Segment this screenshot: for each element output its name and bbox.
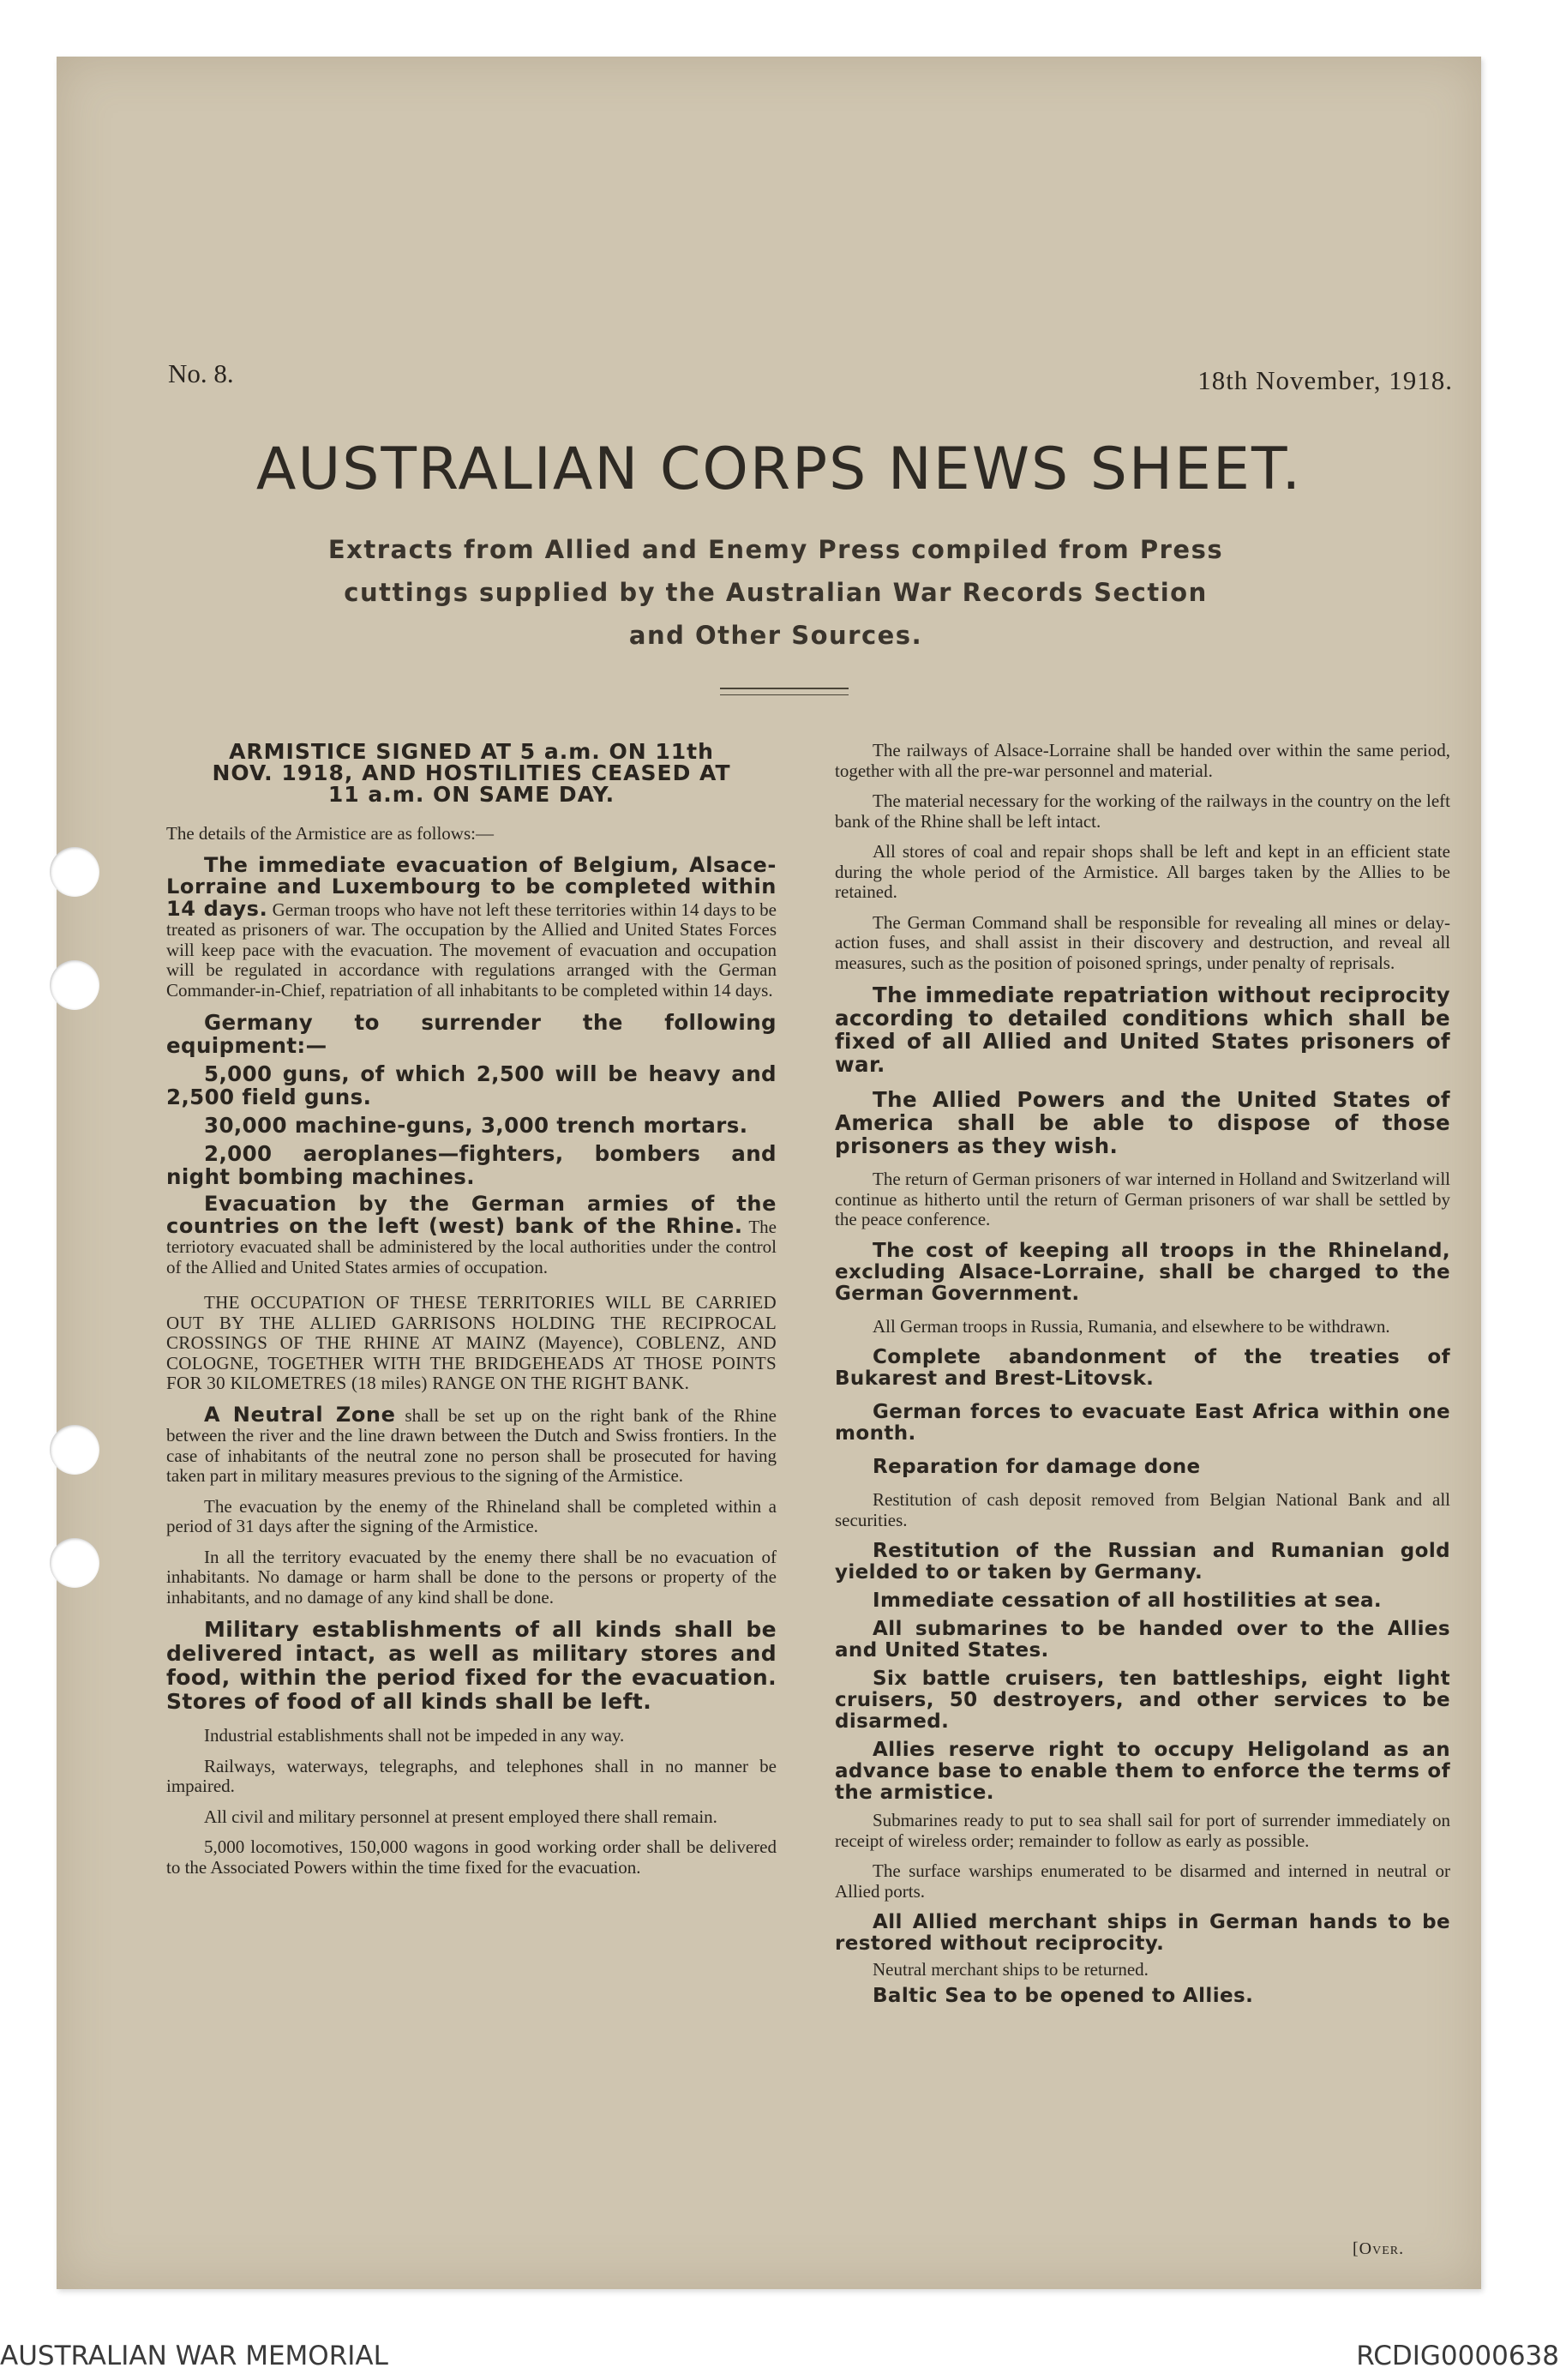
personnel-paragraph: All civil and military personnel at present employed there shall remain. — [204, 1806, 717, 1827]
locomotives-paragraph: 5,000 locomotives, 150,000 wagons in good working order shall be delivered to the Associated Powers within the time fixed for the evacuation. — [166, 1836, 777, 1878]
divider-rule — [720, 688, 849, 689]
sail-paragraph: Submarines ready to put to sea shall sail for port of surrender immediately on receipt of wireless order; remainder to follow as early as possible. — [835, 1810, 1450, 1851]
headline-line: NOV. 1918, AND HOSTILITIES CEASED AT — [212, 760, 731, 785]
surface-warships-paragraph: The surface warships enumerated to be disarmed and interned in neutral or Allied ports. — [835, 1860, 1450, 1902]
territory-paragraph: In all the territory evacuated by the enemy there shall be no evacuation of inhabitants. No damage or harm shall be done to the persons or property of the inhabitants, and no damage of any kind shall be done. — [166, 1546, 777, 1608]
rhine-text: The terriotory evacuated shall be administered by the local authorities under the control of the Allied and United States armies of occupation. — [166, 1216, 777, 1277]
cash-paragraph: Restitution of cash deposit removed from Belgian National Bank and all securities. — [835, 1489, 1450, 1530]
armistice-headline — [166, 741, 777, 805]
neutral-zone-text: shall be set up on the right bank of the Rhine between the river and the line drawn between the Dutch and Swiss frontiers. In the case of inhabitants of the neutral zone no person shall be prosecuted for having taken part in military measures previous to the signing of the Armistice. — [166, 1404, 777, 1486]
neutral-ships-paragraph: Neutral merchant ships to be returned. — [873, 1959, 1149, 1980]
east-africa-paragraph: German forces to evacuate East Africa within one month. — [835, 1401, 1450, 1445]
left-column — [166, 741, 777, 1888]
intro-paragraph: The details of the Armistice are as follows:— — [166, 823, 494, 844]
merchant-ships-paragraph: All Allied merchant ships in German hands to be restored without reciprocity. — [835, 1911, 1450, 1955]
over-note: [Over. — [1353, 2239, 1405, 2258]
allied-powers-paragraph: The Allied Powers and the United States of America shall be able to dispose of those prisoners as they wish. — [835, 1087, 1450, 1158]
russia-paragraph: All German troops in Russia, Rumania, and elsewhere to be withdrawn. — [873, 1315, 1390, 1337]
machine-guns-item: 30,000 machine-guns, 3,000 trench mortars. — [204, 1113, 748, 1138]
evacuation-bold: The immediate evacuation of Belgium, Alsace-Lorraine and Luxembourg to be completed within 14 days. — [166, 852, 777, 921]
neutral-zone-bold: A Neutral Zone — [204, 1402, 396, 1427]
gold-paragraph: Restitution of the Russian and Rumanian gold yielded to or taken by Germany. — [835, 1540, 1450, 1584]
heligoland-paragraph: Allies reserve right to occupy Heligoland as an advance base to enable them to enforce the terms of the armistice. — [835, 1739, 1450, 1804]
subtitle-line: Extracts from Allied and Enemy Press compiled from Press — [327, 535, 1224, 564]
issue-number: No. 8. — [168, 358, 234, 388]
subtitle-line: and Other Sources. — [628, 621, 923, 650]
masthead-subtitle — [240, 528, 1311, 657]
repatriation-paragraph: The immediate repatriation without reciprocity according to detailed conditions which shall be fixed of all Allied and United States prisoners of war. — [835, 983, 1450, 1077]
evacuation-text: German troops who have not left these territories within 14 days to be treated as prisoners of war. The occupation by the Allied and United States Forces will keep pace with the evacuation. The movement of evacuation and occupation will be regulated in accordance with regulations arranged with the German Commander-in-Chief, repatriation of all inhabitants to be completed within 14 days. — [166, 899, 777, 1001]
submarines-paragraph: All submarines to be handed over to the Allies and United States. — [835, 1618, 1450, 1662]
alsace-railways-paragraph: The railways of Alsace-Lorraine shall be handed over within the same period, together with all the pre-war personnel and material. — [835, 740, 1450, 781]
material-paragraph: The material necessary for the working of the railways in the country on the left bank of the Rhine shall be left intact. — [835, 790, 1450, 832]
footer-record-id: RCDIG0000638 — [1356, 2341, 1559, 2371]
rhine-bold: Evacuation by the German armies of the countries on the left (west) bank of the Rhine. — [166, 1192, 777, 1238]
baltic-paragraph: Baltic Sea to be opened to Allies. — [873, 1984, 1254, 2007]
industrial-paragraph: Industrial establishments shall not be impeded in any way. — [204, 1725, 625, 1746]
coal-paragraph: All stores of coal and repair shops shall be left and kept in an efficient state during the whole period of the Armistice. All barges taken by the Allies to be retained. — [835, 841, 1450, 902]
issue-date: 18th November, 1918. — [1197, 365, 1453, 395]
railways-paragraph: Railways, waterways, telegraphs, and telephones shall in no manner be impaired. — [166, 1755, 777, 1796]
punch-hole — [50, 1538, 99, 1588]
command-paragraph: The German Command shall be responsible for revealing all mines or delay-action fuses, and shall assist in their discovery and destruction, and reveal all measures, such as the position of poisoned springs, under penalty of reprisals. — [835, 911, 1450, 973]
evacuation-paragraph — [166, 852, 777, 1001]
cruisers-paragraph: Six battle cruisers, ten battleships, eight light cruisers, 50 destroyers, and other services to be disarmed. — [835, 1668, 1450, 1733]
subtitle-line: cuttings supplied by the Australian War Records Section — [344, 578, 1208, 607]
aeroplanes-item: 2,000 aeroplanes—fighters, bombers and night bombing machines. — [166, 1141, 777, 1189]
surrender-heading: Germany to surrender the following equipment:— — [166, 1010, 777, 1058]
occupation-paragraph: THE OCCUPATION OF THESE TERRITORIES WILL BE CARRIED OUT BY THE ALLIED GARRISONS HOLDING THE RECIPROCAL CROSSINGS OF THE RHINE AT MAINZ (Mayence), COBLENZ, AND COLOGNE, TOGETHER WITH THE BRIDGEHEADS AT THOSE POINTS FOR 30 KILOMETRES (18 miles) RANGE ON THE RIGHT BANK. — [166, 1292, 777, 1393]
headline-line: ARMISTICE SIGNED AT 5 a.m. ON 11th — [229, 739, 714, 764]
punch-hole — [50, 960, 99, 1010]
evacuation-31-paragraph: The evacuation by the enemy of the Rhineland shall be completed within a period of 31 days after the signing of the Armistice. — [166, 1495, 777, 1536]
headline-line: 11 a.m. ON SAME DAY. — [327, 782, 615, 807]
cessation-paragraph: Immediate cessation of all hostilities at sea. — [873, 1590, 1383, 1612]
holland-paragraph: The return of German prisoners of war interned in Holland and Switzerland will continue as hitherto until the return of German prisoners of war shall be settled by the peace conference. — [835, 1169, 1450, 1229]
reparation-paragraph: Reparation for damage done — [873, 1456, 1201, 1478]
cost-paragraph: The cost of keeping all troops in the Rhineland, excluding Alsace-Lorraine, shall be charged to the German Government. — [835, 1239, 1450, 1305]
treaties-paragraph: Complete abandonment of the treaties of Bukarest and Brest-Litovsk. — [835, 1346, 1450, 1390]
right-column — [835, 741, 1450, 2019]
military-establishments-paragraph: Military establishments of all kinds shall be delivered intact, as well as military stores and food, within the period fixed for the evacuation. Stores of food of all kinds shall be left. — [166, 1617, 777, 1714]
divider-rule — [720, 694, 849, 695]
punch-hole — [50, 1425, 99, 1475]
punch-hole — [50, 847, 99, 897]
footer-institution: AUSTRALIAN WAR MEMORIAL — [0, 2341, 388, 2371]
guns-item: 5,000 guns, of which 2,500 will be heavy and 2,500 field guns. — [166, 1061, 777, 1109]
rhine-paragraph — [166, 1193, 777, 1277]
masthead-title: AUSTRALIAN CORPS NEWS SHEET. — [255, 436, 1303, 503]
neutral-zone-paragraph — [166, 1404, 777, 1487]
